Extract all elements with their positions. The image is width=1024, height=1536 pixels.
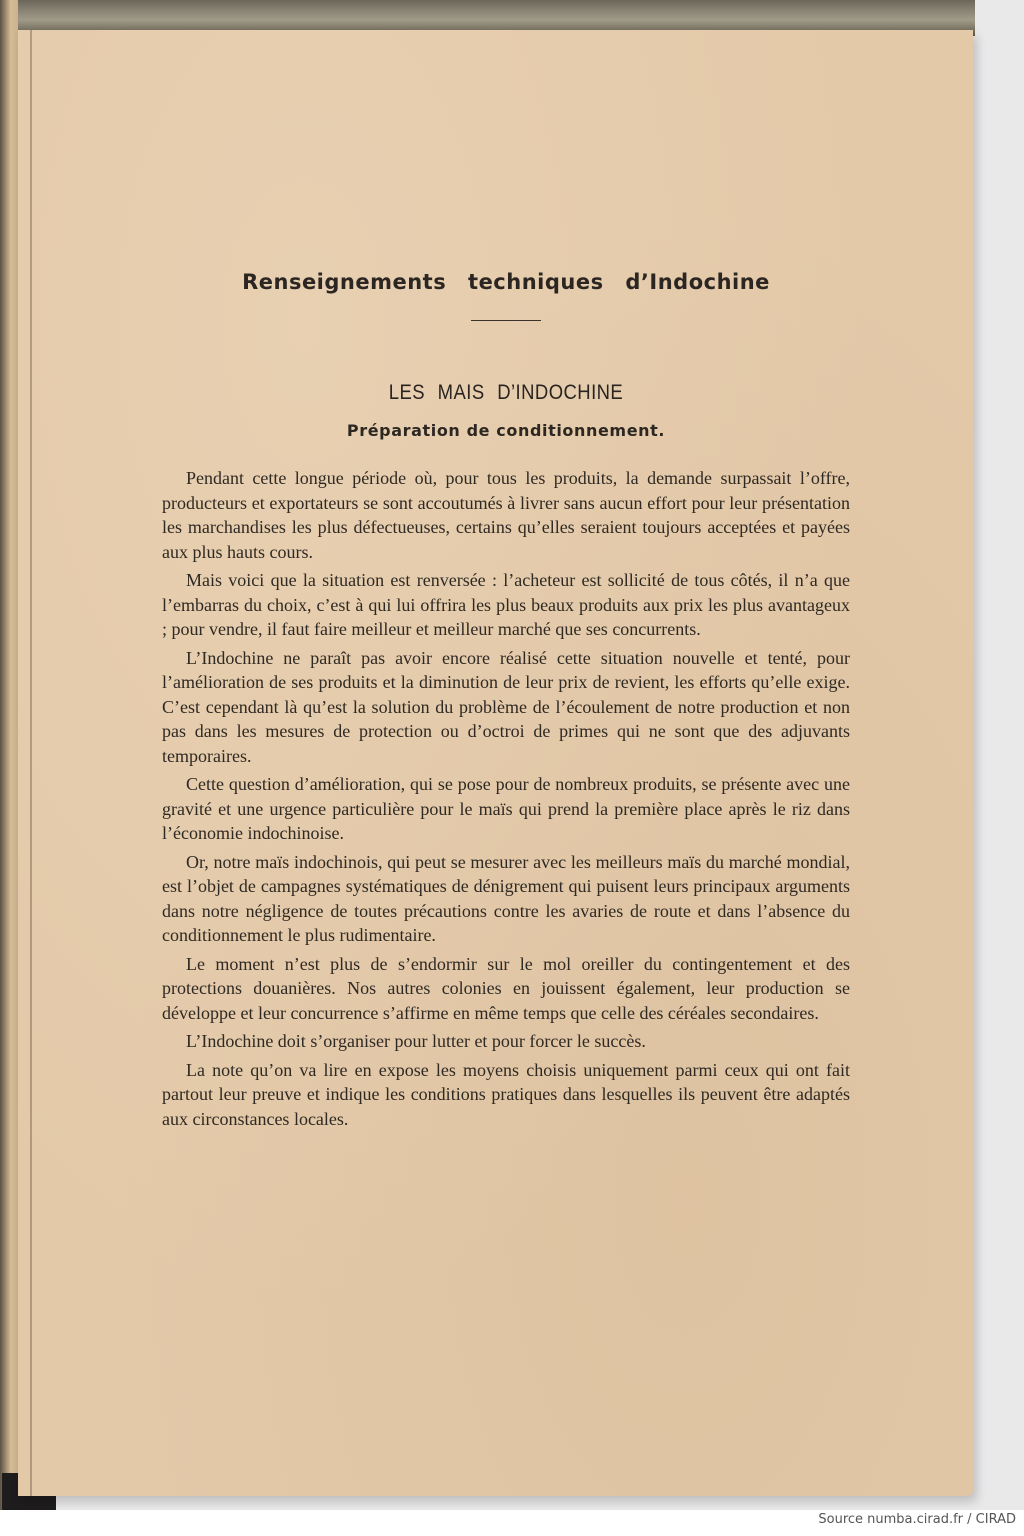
article-subtitle: Préparation de conditionnement. [346,421,666,440]
source-credit: Source numba.cirad.fr / CIRAD [818,1512,1016,1527]
page-gutter [30,30,32,1496]
title-divider [471,320,541,321]
paragraph: L’Indochine ne paraît pas avoir encore réalisé cette situation nouvelle et tenté, pour l’amélioration de ses produits et la diminution de leur prix de revient, les efforts qu’elle exige. C’est cependant là qu’est la solution du problème de l’écoulement de notre production et non pas dans les mesures de protection ou d’octroi de primes qui ne sont que des adjuvants temporaires. [162,647,850,766]
paragraph: Cette question d’amélioration, qui se pose pour de nombreux produits, se présente avec une gravité et une urgence particulière pour le maïs qui prend la première place après le riz dans l’économie indochinoise. [162,774,850,843]
article-title: LES MAIS D’INDOCHINE [388,381,624,404]
paragraph: L’Indochine doit s’organiser pour lutter et pour forcer le succès. [186,1031,646,1051]
paragraph: La note qu’on va lire en expose les moyens choisis uniquement parmi ceux qui ont fait partout leur preuve et indique les conditions pratiques dans lesquelles ils peuvent être adaptés aux circonstances locales. [162,1059,850,1129]
paragraph: Or, notre maïs indochinois, qui peut se mesurer avec les meilleurs maïs du marché mondial, est l’objet de campagnes systématiques de dénigrement qui puisent leurs principaux arguments dans notre négligence de toutes précautions contre les avaries de route et dans l’absence du conditionnement le plus rudimentaire. [162,851,850,945]
book-left-board [0,0,18,1510]
journal-title: Renseignements techniques d’Indochine [242,270,770,294]
article-body [162,466,850,1131]
paragraph: Mais voici que la situation est renversée : l’acheteur est sollicité de tous côtés, il n’a que l’embarras du choix, c’est à qui lui offrira les plus beaux produits aux prix les plus avantageux ; pour vendre, il faut faire meilleur et meilleur marché que ses concurrents. [162,570,850,639]
paragraph: Le moment n’est plus de s’endormir sur le mol oreiller du contingentement et des protections douanières. Nos autres colonies en jouissent également, leur production se développe et leur concurrence s’affirme en même temps que celle des céréales secondaires. [162,953,850,1023]
page-content [162,270,850,1135]
paragraph: Pendant cette longue période où, pour tous les produits, la demande surpassait l’offre, producteurs et exportateurs se sont accoutumés à livrer sans aucun effort pour leur présentation les marchandises les plus défectueuses, certains qu’elles seraient toujours acceptées et payées aux plus hauts cours. [162,468,850,562]
